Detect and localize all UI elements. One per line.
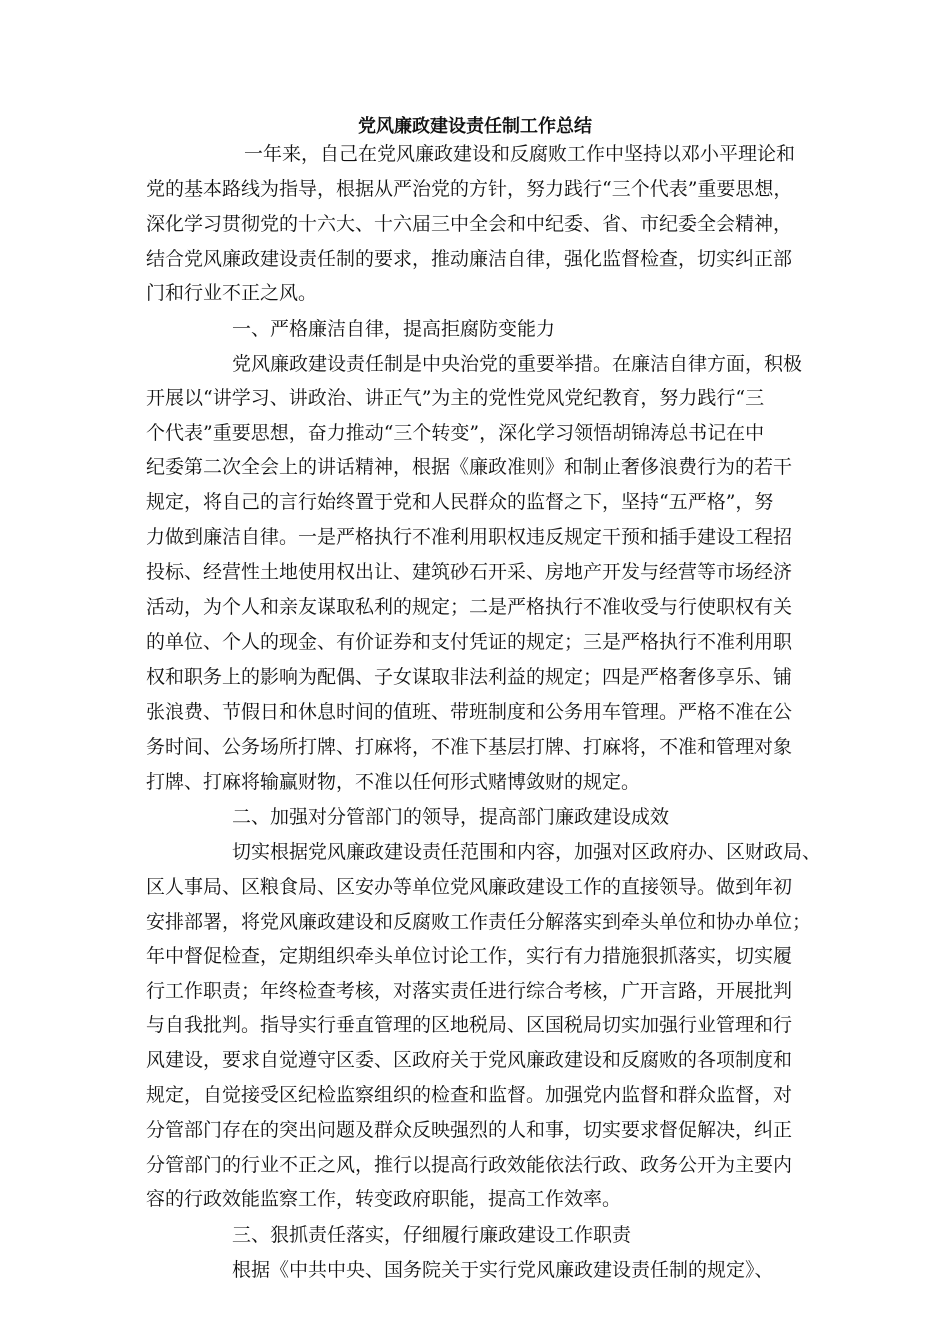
body-line: 权和职务上的影响为配偶、子女谋取非法利益的规定；四是严格奢侈享乐、铺 — [146, 666, 793, 688]
body-line: 党风廉政建设责任制是中央治党的重要举措。在廉洁自律方面，积极 — [232, 353, 803, 375]
body-line: 一、严格廉洁自律，提高拒腐防变能力 — [232, 318, 556, 340]
body-line: 风建设，要求自觉遵守区委、区政府关于党风廉政建设和反腐败的各项制度和 — [146, 1049, 793, 1071]
body-line: 分管部门存在的突出问题及群众反映强烈的人和事，切实要求督促解决，纠正 — [146, 1119, 793, 1141]
body-line: 深化学习贯彻党的十六大、十六届三中全会和中纪委、省、市纪委全会精神， — [146, 213, 793, 235]
body-line: 的单位、个人的现金、有价证券和支付凭证的规定；三是严格执行不准利用职 — [146, 631, 793, 653]
body-line: 务时间、公务场所打牌、打麻将，不准下基层打牌、打麻将，不准和管理对象 — [146, 736, 793, 758]
body-line: 开展以“讲学习、讲政治、讲正气”为主的党性党风党纪教育，努力践行“三 — [146, 387, 765, 409]
body-line: 投标、经营性土地使用权出让、建筑砂石开采、房地产开发与经营等市场经济 — [146, 561, 793, 583]
body-line: 纪委第二次全会上的讲话精神，根据《廉政准则》和制止奢侈浪费行为的若干 — [146, 456, 793, 478]
body-line: 张浪费、节假日和休息时间的值班、带班制度和公务用车管理。严格不准在公 — [146, 701, 793, 723]
body-line: 根据《中共中央、国务院关于实行党风廉政建设责任制的规定》、 — [232, 1259, 774, 1281]
body-line: 安排部署，将党风廉政建设和反腐败工作责任分解落实到牵头单位和协办单位； — [146, 911, 812, 933]
body-line: 容的行政效能监察工作，转变政府职能，提高工作效率。 — [146, 1188, 622, 1210]
body-line: 行工作职责；年终检查考核，对落实责任进行综合考核，广开言路，开展批判 — [146, 980, 793, 1002]
body-line: 规定，将自己的言行始终置于党和人民群众的监督之下，坚持“五严格”，努 — [146, 491, 774, 513]
body-line: 党的基本路线为指导，根据从严治党的方针，努力践行“三个代表”重要思想， — [146, 178, 793, 200]
body-line: 力做到廉洁自律。一是严格执行不准利用职权违反规定干预和插手建设工程招 — [146, 526, 793, 548]
body-line: 打牌、打麻将输赢财物，不准以任何形式赌博敛财的规定。 — [146, 771, 641, 793]
body-line: 区人事局、区粮食局、区安办等单位党风廉政建设工作的直接领导。做到年初 — [146, 876, 793, 898]
body-line: 二、加强对分管部门的领导，提高部门廉政建设成效 — [232, 806, 670, 828]
body-line: 活动，为个人和亲友谋取私利的规定；二是严格执行不准收受与行使职权有关 — [146, 596, 793, 618]
body-line: 一年来，自己在党风廉政建设和反腐败工作中坚持以邓小平理论和 — [244, 143, 796, 165]
body-line: 三、狠抓责任落实，仔细履行廉政建设工作职责 — [232, 1224, 632, 1246]
body-line: 结合党风廉政建设责任制的要求，推动廉洁自律，强化监督检查，切实纠正部 — [146, 248, 793, 270]
body-line: 门和行业不正之风。 — [146, 282, 318, 304]
body-line: 个代表”重要思想，奋力推动“三个转变”，深化学习领悟胡锦涛总书记在中 — [146, 422, 765, 444]
body-line: 规定，自觉接受区纪检监察组织的检查和监督。加强党内监督和群众监督，对 — [146, 1084, 793, 1106]
body-line: 年中督促检查，定期组织牵头单位讨论工作，实行有力措施狠抓落实，切实履 — [146, 945, 793, 967]
document-title: 党风廉政建设责任制工作总结 — [358, 116, 592, 137]
body-line: 分管部门的行业不正之风，推行以提高行政效能依法行政、政务公开为主要内 — [146, 1154, 793, 1176]
body-line: 切实根据党风廉政建设责任范围和内容，加强对区政府办、区财政局、 — [232, 841, 822, 863]
body-line: 与自我批判。指导实行垂直管理的区地税局、区国税局切实加强行业管理和行 — [146, 1014, 793, 1036]
